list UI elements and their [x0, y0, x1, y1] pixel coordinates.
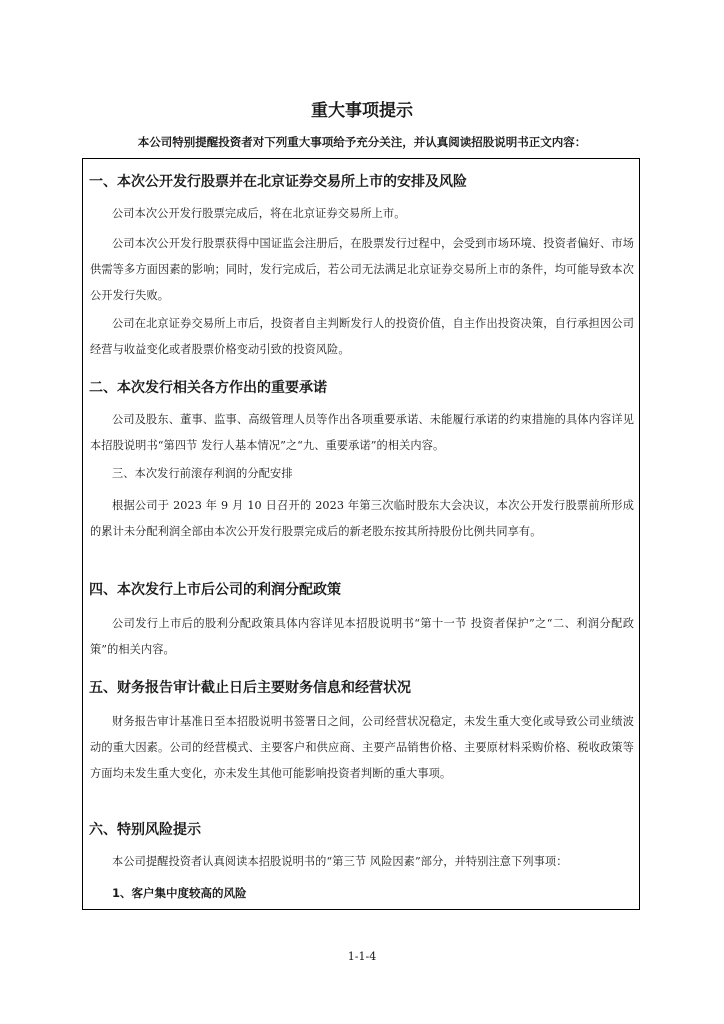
section-1-paragraph-3: 公司在北京证券交易所上市后，投资者自主判断发行人的投资价值，自主作出投资决策，自行承担因公司经营与收益变化或者股票价格变动引致的投资风险。 — [90, 317, 634, 356]
section-6-paragraph-1: 本公司提醒投资者认真阅读本招股说明书的“第三节 风险因素”部分，并特别注意下列事项： — [112, 855, 568, 868]
section-6-subheading-1: 1、客户集中度较高的风险 — [112, 886, 247, 900]
section-heading-1: 一、本次公开发行股票并在北京证券交易所上市的安排及风险 — [89, 174, 467, 190]
notice-text: 本公司特别提醒投资者对下列重大事项给予充分关注，并认真阅读招股说明书正文内容： — [137, 135, 587, 149]
section-1-paragraph-2: 公司本次公开发行股票获得中国证监会注册后，在股票发行过程中，会受到市场环境、投资者偏好、市场供需等多方面因素的影响；同时，发行完成后，若公司无法满足北京证券交易所上市的条件，均可能导致本次公开发行失败。 — [90, 237, 634, 302]
page-number: 1-1-4 — [347, 950, 377, 963]
section-5-paragraph-1: 财务报告审计基准日至本招股说明书签署日之间，公司经营状况稳定，未发生重大变化或导致公司业绩波动的重大因素。公司的经营模式、主要客户和供应商、主要产品销售价格、主要原材料采购价格、税收政策等方面均未发生重大变化，亦未发生其他可能影响投资者判断的重大事项。 — [90, 715, 634, 780]
section-heading-5: 五、财务报告审计截止日后主要财务信息和经营状况 — [89, 680, 411, 696]
section-heading-6: 六、特别风险提示 — [89, 822, 201, 838]
section-4-paragraph-1: 公司发行上市后的股利分配政策具体内容详见本招股说明书“第十一节 投资者保护”之“二、利润分配政策”的相关内容。 — [90, 617, 634, 656]
section-1-paragraph-1: 公司本次公开发行股票完成后，将在北京证券交易所上市。 — [112, 207, 406, 220]
section-heading-2: 二、本次发行相关各方作出的重要承诺 — [89, 380, 327, 396]
section-heading-4: 四、本次发行上市后公司的利润分配政策 — [89, 582, 341, 598]
section-3-paragraph-1: 根据公司于 2023 年 9 月 10 日召开的 2023 年第三次临时股东大会决议，本次公开发行股票前所形成的累计未分配利润全部由本次公开发行股票完成后的新老股东按其所持股份比例共同享有。 — [90, 499, 634, 538]
page-title: 重大事项提示 — [311, 101, 413, 121]
content-box — [82, 158, 640, 910]
section-3-heading: 三、本次发行前滚存利润的分配安排 — [112, 467, 293, 480]
section-2-paragraph-1: 公司及股东、董事、监事、高级管理人员等作出各项重要承诺、未能履行承诺的约束措施的具体内容详见本招股说明书“第四节 发行人基本情况”之“九、重要承诺”的相关内容。 — [90, 413, 634, 452]
